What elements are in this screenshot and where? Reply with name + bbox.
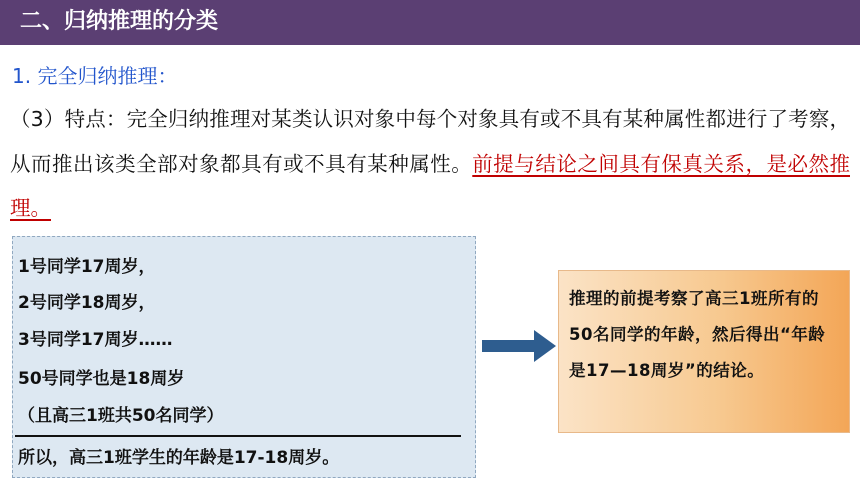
page-title: 二、归纳推理的分类 [20, 9, 219, 34]
example-line: （且高三1班共50名同学） [18, 406, 224, 426]
example-box [12, 236, 476, 478]
paragraph-text: （3）特点：完全归纳推理对某类认识对象中每个对象具有或不具有某种属性都进行了考察，从而推出该类全部对象都具有或不具有某种属性。 [10, 107, 850, 176]
characteristics-paragraph [10, 97, 850, 231]
note-box [558, 270, 850, 433]
conclusion-divider [15, 435, 461, 437]
header-bar [0, 0, 860, 45]
highlight-text: 前提与结论之间具有保真关系，是必然推理。 [10, 151, 850, 220]
example-line: 3号同学17周岁…… [18, 330, 173, 350]
note-text: 推理的前提考察了高三1班所有的50名同学的年龄，然后得出“年龄是17—18周岁”的结论。 [569, 289, 826, 380]
section-title: 1. 完全归纳推理： [12, 64, 178, 88]
example-line: 2号同学18周岁， [18, 293, 156, 313]
example-line: 50号同学也是18周岁 [18, 369, 185, 389]
example-line: 1号同学17周岁， [18, 257, 156, 277]
right-arrow-icon [482, 330, 556, 362]
example-conclusion: 所以，高三1班学生的年龄是17-18周岁。 [18, 448, 340, 468]
